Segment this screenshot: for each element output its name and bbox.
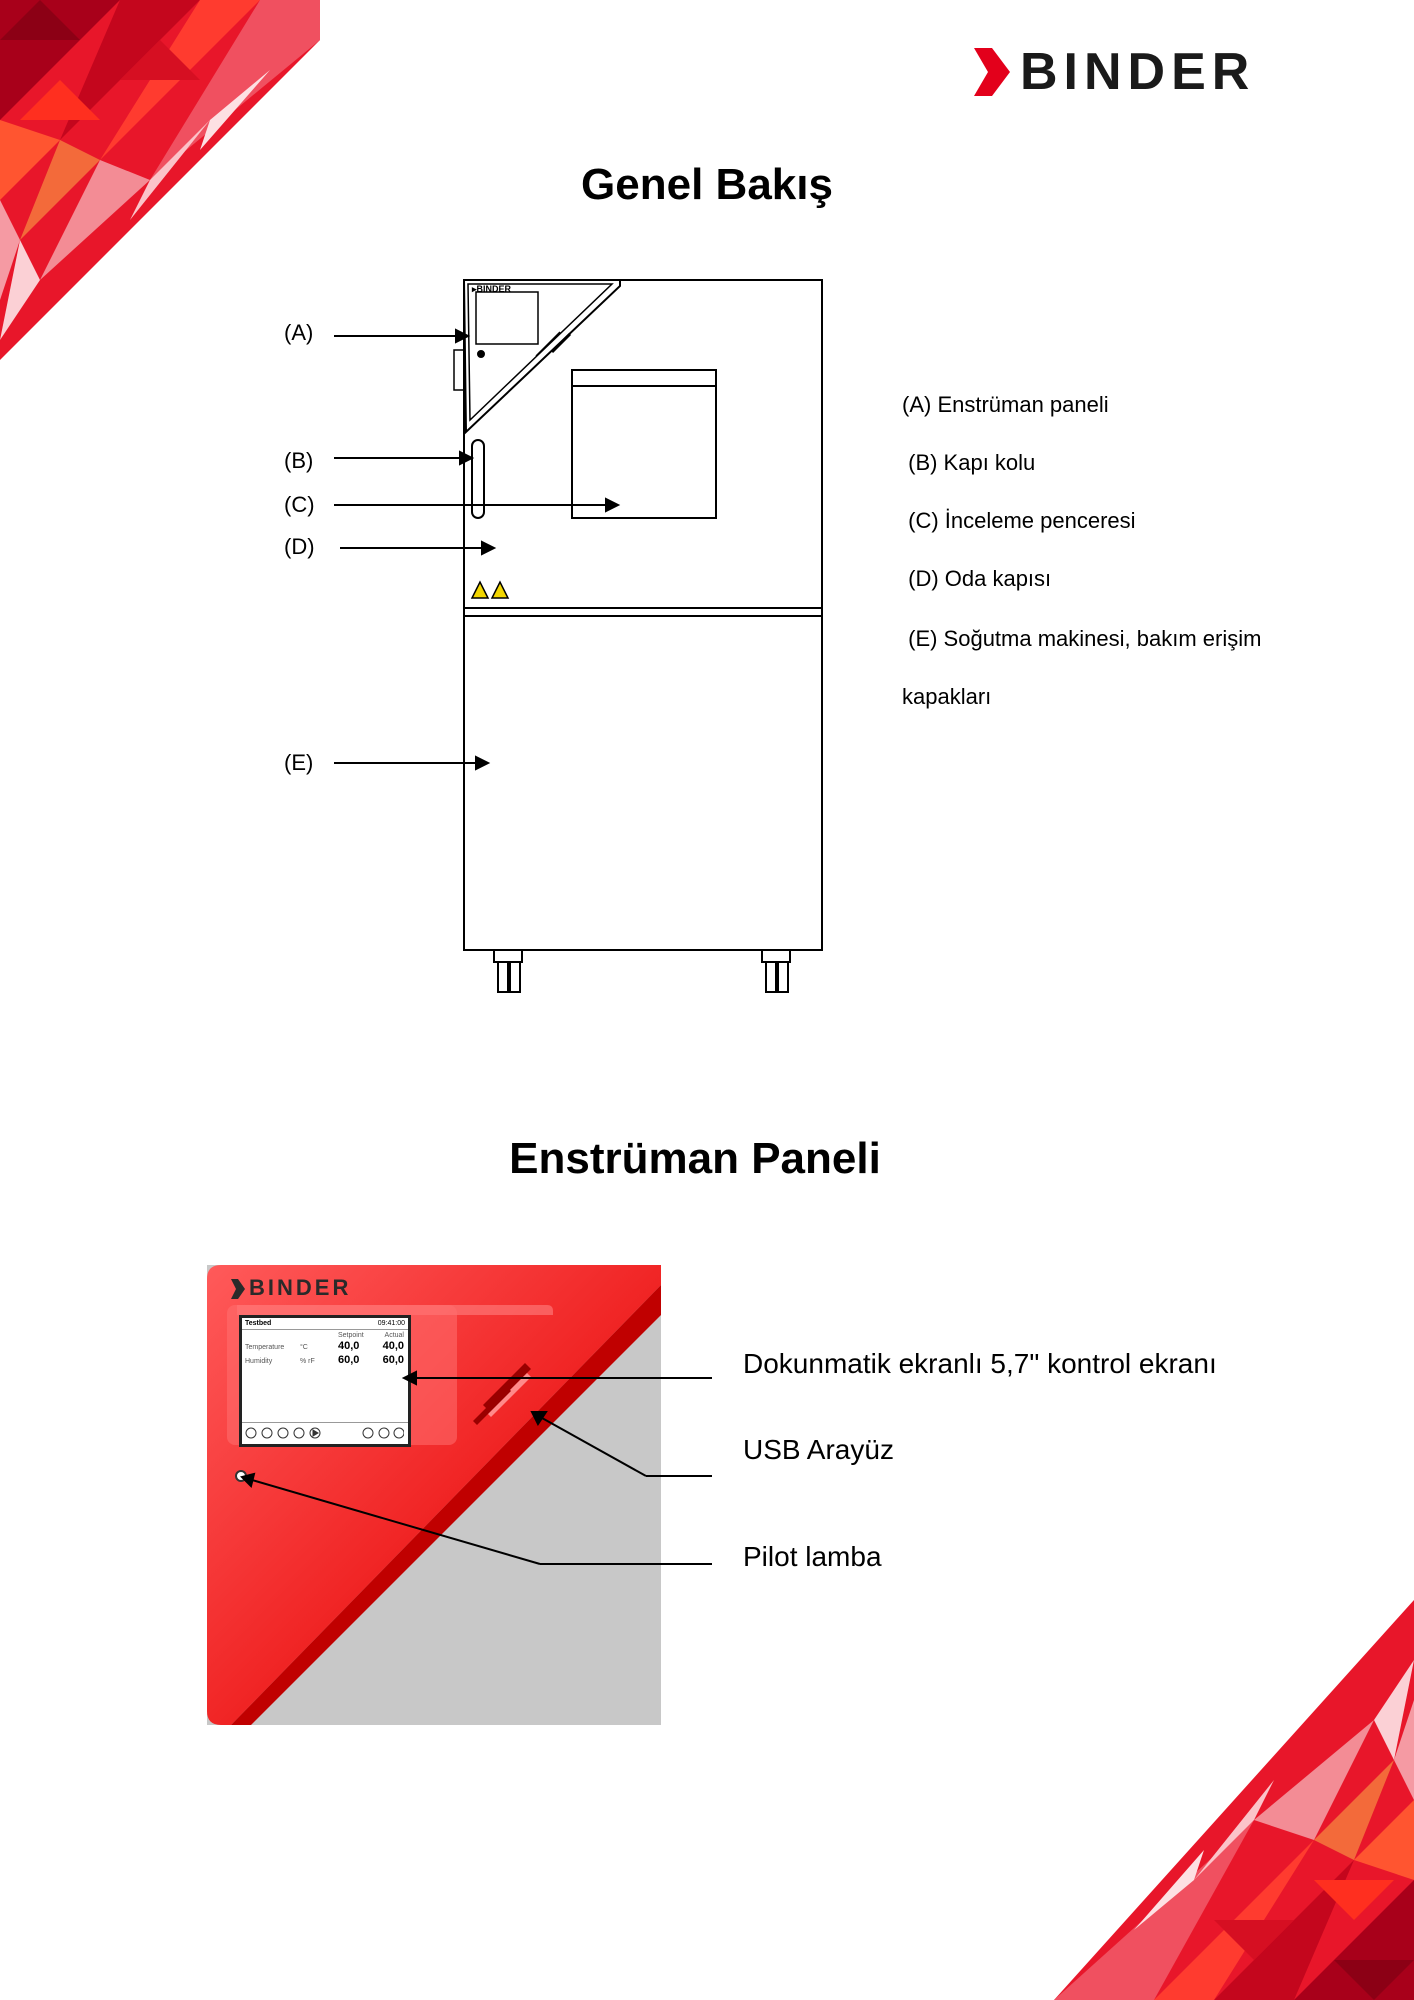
display-row-setpoint: 40,0 [338,1340,360,1352]
callout-a: (A) [284,320,314,345]
display-col-actual: Actual [384,1332,404,1339]
display-col-setpoint: Setpoint [338,1332,364,1339]
display-row-label: Temperature [245,1344,285,1351]
display-time: 09:41:00 [377,1320,405,1327]
display-name: Testbed [245,1320,272,1327]
label-control-display: Dokunmatik ekranlı 5,7" kontrol ekranı [743,1348,1217,1379]
display-row-actual: 40,0 [382,1340,404,1352]
panel-title: Enstrüman Paneli [509,1134,881,1183]
display-row-unit: °C [300,1344,308,1351]
panel-callout-lines [0,1200,740,1600]
binder-logo-icon [974,48,1010,96]
brand-name: BINDER [1020,43,1256,101]
overview-title: Genel Bakış [581,160,833,209]
callout-c: (C) [284,492,315,517]
decorative-triangle-pattern-bottom [1054,1600,1414,2000]
label-usb-interface: USB Arayüz [743,1434,894,1465]
callout-b: (B) [284,448,314,473]
callout-arrows [0,0,700,800]
legend-a: (A) Enstrüman paneli [902,392,1109,417]
legend-e-continued: kapakları [902,684,992,709]
brand-logo [974,44,1314,100]
display-row-unit: % rF [300,1358,315,1365]
legend-c: (C) İnceleme penceresi [902,508,1136,533]
arrow-usb [542,1418,646,1476]
display-row-actual: 60,0 [382,1354,404,1366]
legend-b: (B) Kapı kolu [902,450,1036,475]
legend-d: (D) Oda kapısı [902,566,1052,591]
svg-text:▸BINDER: ▸BINDER [472,284,512,294]
legend-e: (E) Soğutma makinesi, bakım erişim [902,626,1262,651]
display-row-setpoint: 60,0 [338,1354,360,1366]
callout-d: (D) [284,534,315,559]
callout-e: (E) [284,750,314,775]
arrow-lamp [252,1480,540,1564]
display-row-label: Humidity [245,1358,273,1365]
label-pilot-lamp: Pilot lamba [743,1541,882,1572]
panel-brand-name: BINDER [249,1275,352,1300]
